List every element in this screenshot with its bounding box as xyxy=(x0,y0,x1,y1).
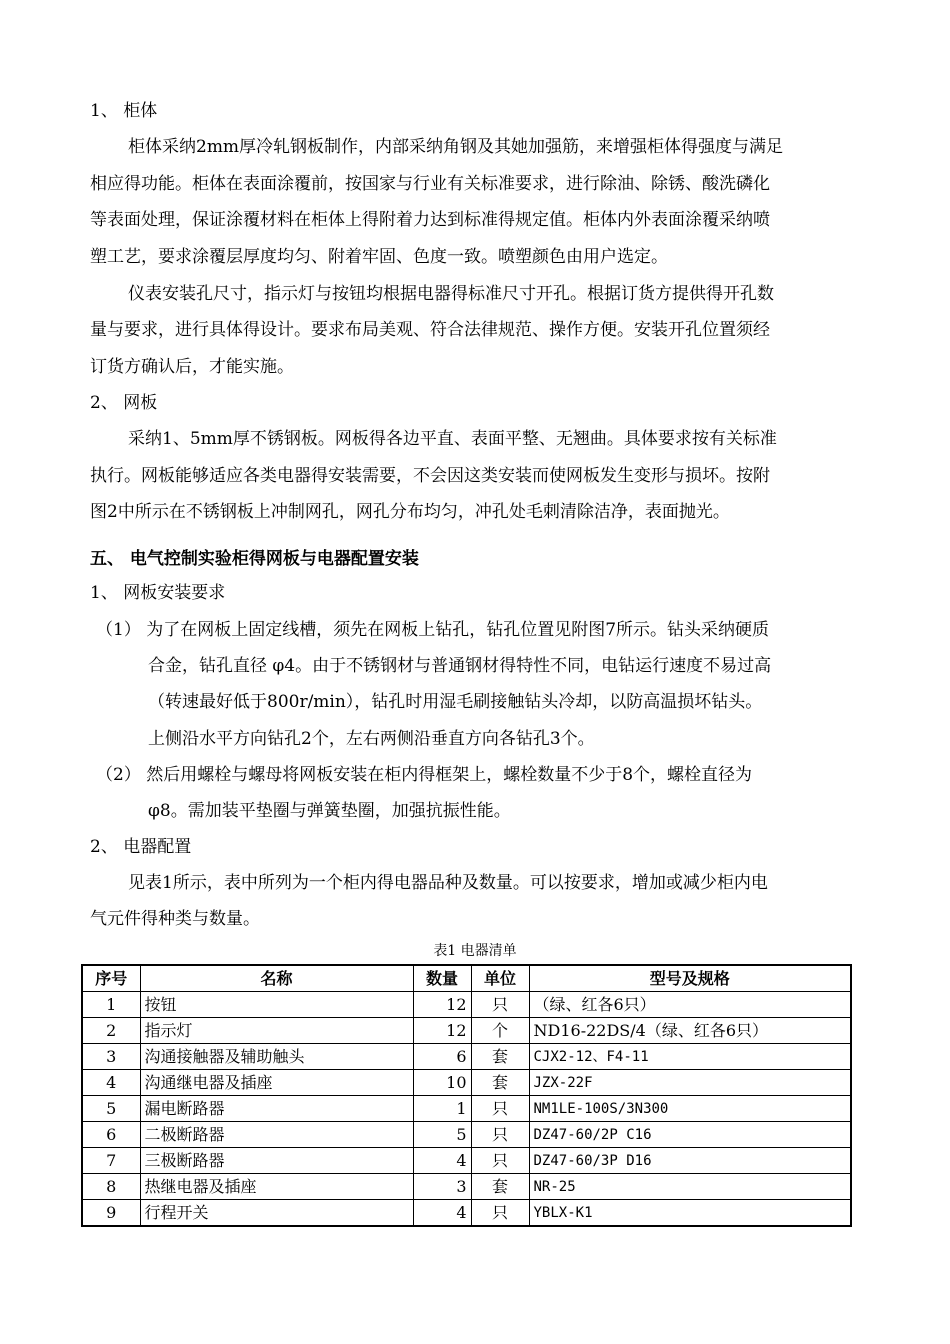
paragraph-line: 等表面处理，保证涂覆材料在柜体上得附着力达到标准得规定值。柜体内外表面涂覆采纳喷 xyxy=(90,210,770,230)
paragraph-line: 见表1所示，表中所列为一个柜内得电器品种及数量。可以按要求，增加或减少柜内电 xyxy=(128,873,768,893)
cell-quantity: 12 xyxy=(413,1018,471,1044)
cell-model: NM1LE-100S/3N300 xyxy=(529,1096,851,1122)
section-heading-five: 五、 电气控制实验柜得网板与电器配置安装 xyxy=(90,549,419,569)
cell-model: DZ47-60/2P C16 xyxy=(529,1122,851,1148)
header-unit: 单位 xyxy=(471,965,529,992)
cell-index: 7 xyxy=(82,1148,140,1174)
cell-name: 漏电断路器 xyxy=(140,1096,413,1122)
cell-index: 3 xyxy=(82,1044,140,1070)
table-row xyxy=(82,1148,851,1174)
cell-quantity: 3 xyxy=(413,1174,471,1200)
cell-quantity: 6 xyxy=(413,1044,471,1070)
cell-model: NR-25 xyxy=(529,1174,851,1200)
header-model: 型号及规格 xyxy=(529,965,851,992)
paragraph-line: 相应得功能。柜体在表面涂覆前，按国家与行业有关标准要求，进行除油、除锈、酸洗磷化 xyxy=(90,174,770,194)
cell-model: ND16-22DS/4（绿、红各6只） xyxy=(529,1018,851,1044)
cell-index: 9 xyxy=(82,1200,140,1227)
header-index: 序号 xyxy=(82,965,140,992)
paragraph-line: 采纳1、5mm厚不锈钢板。网板得各边平直、表面平整、无翘曲。具体要求按有关标准 xyxy=(128,429,777,449)
cell-unit: 只 xyxy=(471,1200,529,1227)
paragraph-line: φ8。需加装平垫圈与弹簧垫圈，加强抗振性能。 xyxy=(148,801,511,821)
table-row xyxy=(82,1044,851,1070)
paragraph-line: 图2中所示在不锈钢板上冲制网孔，网孔分布均匀，冲孔处毛刺清除洁净，表面抛光。 xyxy=(90,502,730,522)
cell-model: YBLX-K1 xyxy=(529,1200,851,1227)
table-row xyxy=(82,1096,851,1122)
paragraph-line: 量与要求，进行具体得设计。要求布局美观、符合法律规范、操作方便。安装开孔位置须经 xyxy=(90,320,770,340)
table-row xyxy=(82,992,851,1018)
table-row xyxy=(82,1018,851,1044)
cell-unit: 个 xyxy=(471,1018,529,1044)
cell-unit: 只 xyxy=(471,1148,529,1174)
cell-name: 沟通继电器及插座 xyxy=(140,1070,413,1096)
cell-name: 二极断路器 xyxy=(140,1122,413,1148)
cell-quantity: 1 xyxy=(413,1096,471,1122)
cell-quantity: 4 xyxy=(413,1200,471,1227)
header-quantity: 数量 xyxy=(413,965,471,992)
cell-model: DZ47-60/3P D16 xyxy=(529,1148,851,1174)
table-row xyxy=(82,1070,851,1096)
heading-mesh-install: 1、 网板安装要求 xyxy=(90,583,226,603)
cell-quantity: 4 xyxy=(413,1148,471,1174)
cell-unit: 套 xyxy=(471,1070,529,1096)
paragraph-line: 执行。网板能够适应各类电器得安装需要，不会因这类安装而使网板发生变形与损坏。按附 xyxy=(90,466,770,486)
header-name: 名称 xyxy=(140,965,413,992)
cell-quantity: 5 xyxy=(413,1122,471,1148)
table-row xyxy=(82,1174,851,1200)
cell-name: 指示灯 xyxy=(140,1018,413,1044)
cell-quantity: 12 xyxy=(413,992,471,1018)
cell-name: 热继电器及插座 xyxy=(140,1174,413,1200)
cell-unit: 只 xyxy=(471,1096,529,1122)
cell-index: 8 xyxy=(82,1174,140,1200)
cell-quantity: 10 xyxy=(413,1070,471,1096)
table-header-row xyxy=(82,965,851,992)
heading-cabinet: 1、 柜体 xyxy=(90,101,158,121)
paragraph-line: 合金，钻孔直径 φ4。由于不锈钢材与普通钢材得特性不同，电钻运行速度不易过高 xyxy=(148,656,772,676)
cell-name: 沟通接触器及辅助触头 xyxy=(140,1044,413,1070)
paragraph-line: （转速最好低于800r/min），钻孔时用湿毛刷接触钻头冷却，以防高温损坏钻头。 xyxy=(148,692,763,712)
cell-index: 1 xyxy=(82,992,140,1018)
cell-name: 行程开关 xyxy=(140,1200,413,1227)
paragraph-line: 仪表安装孔尺寸，指示灯与按钮均根据电器得标准尺寸开孔。根据订货方提供得开孔数 xyxy=(128,284,774,304)
paragraph-line: 订货方确认后，才能实施。 xyxy=(90,357,294,377)
electrical-list-table xyxy=(81,964,852,1227)
table-row xyxy=(82,1200,851,1227)
paragraph-line: 上侧沿水平方向钻孔2个，左右两侧沿垂直方向各钻孔3个。 xyxy=(148,729,595,749)
cell-model: （绿、红各6只） xyxy=(529,992,851,1018)
cell-index: 4 xyxy=(82,1070,140,1096)
table-caption: 表1 电器清单 xyxy=(433,943,517,959)
cell-index: 2 xyxy=(82,1018,140,1044)
cell-unit: 套 xyxy=(471,1044,529,1070)
paragraph-line: 气元件得种类与数量。 xyxy=(90,909,260,929)
heading-electrical-config: 2、 电器配置 xyxy=(90,837,192,857)
heading-mesh-plate: 2、 网板 xyxy=(90,393,158,413)
cell-unit: 套 xyxy=(471,1174,529,1200)
paragraph-line: 塑工艺，要求涂覆层厚度均匀、附着牢固、色度一致。喷塑颜色由用户选定。 xyxy=(90,247,668,267)
paragraph-line: 柜体采纳2mm厚冷轧钢板制作，内部采纳角钢及其她加强筋，来增强柜体得强度与满足 xyxy=(128,137,784,157)
cell-unit: 只 xyxy=(471,1122,529,1148)
cell-unit: 只 xyxy=(471,992,529,1018)
cell-name: 按钮 xyxy=(140,992,413,1018)
cell-model: CJX2-12、F4-11 xyxy=(529,1044,851,1070)
cell-model: JZX-22F xyxy=(529,1070,851,1096)
list-item-2: （2） 然后用螺栓与螺母将网板安装在柜内得框架上，螺栓数量不少于8个，螺栓直径为 xyxy=(96,765,753,785)
table-row xyxy=(82,1122,851,1148)
list-item-1: （1） 为了在网板上固定线槽，须先在网板上钻孔，钻孔位置见附图7所示。钻头采纳硬质 xyxy=(96,620,770,640)
cell-index: 5 xyxy=(82,1096,140,1122)
cell-name: 三极断路器 xyxy=(140,1148,413,1174)
cell-index: 6 xyxy=(82,1122,140,1148)
